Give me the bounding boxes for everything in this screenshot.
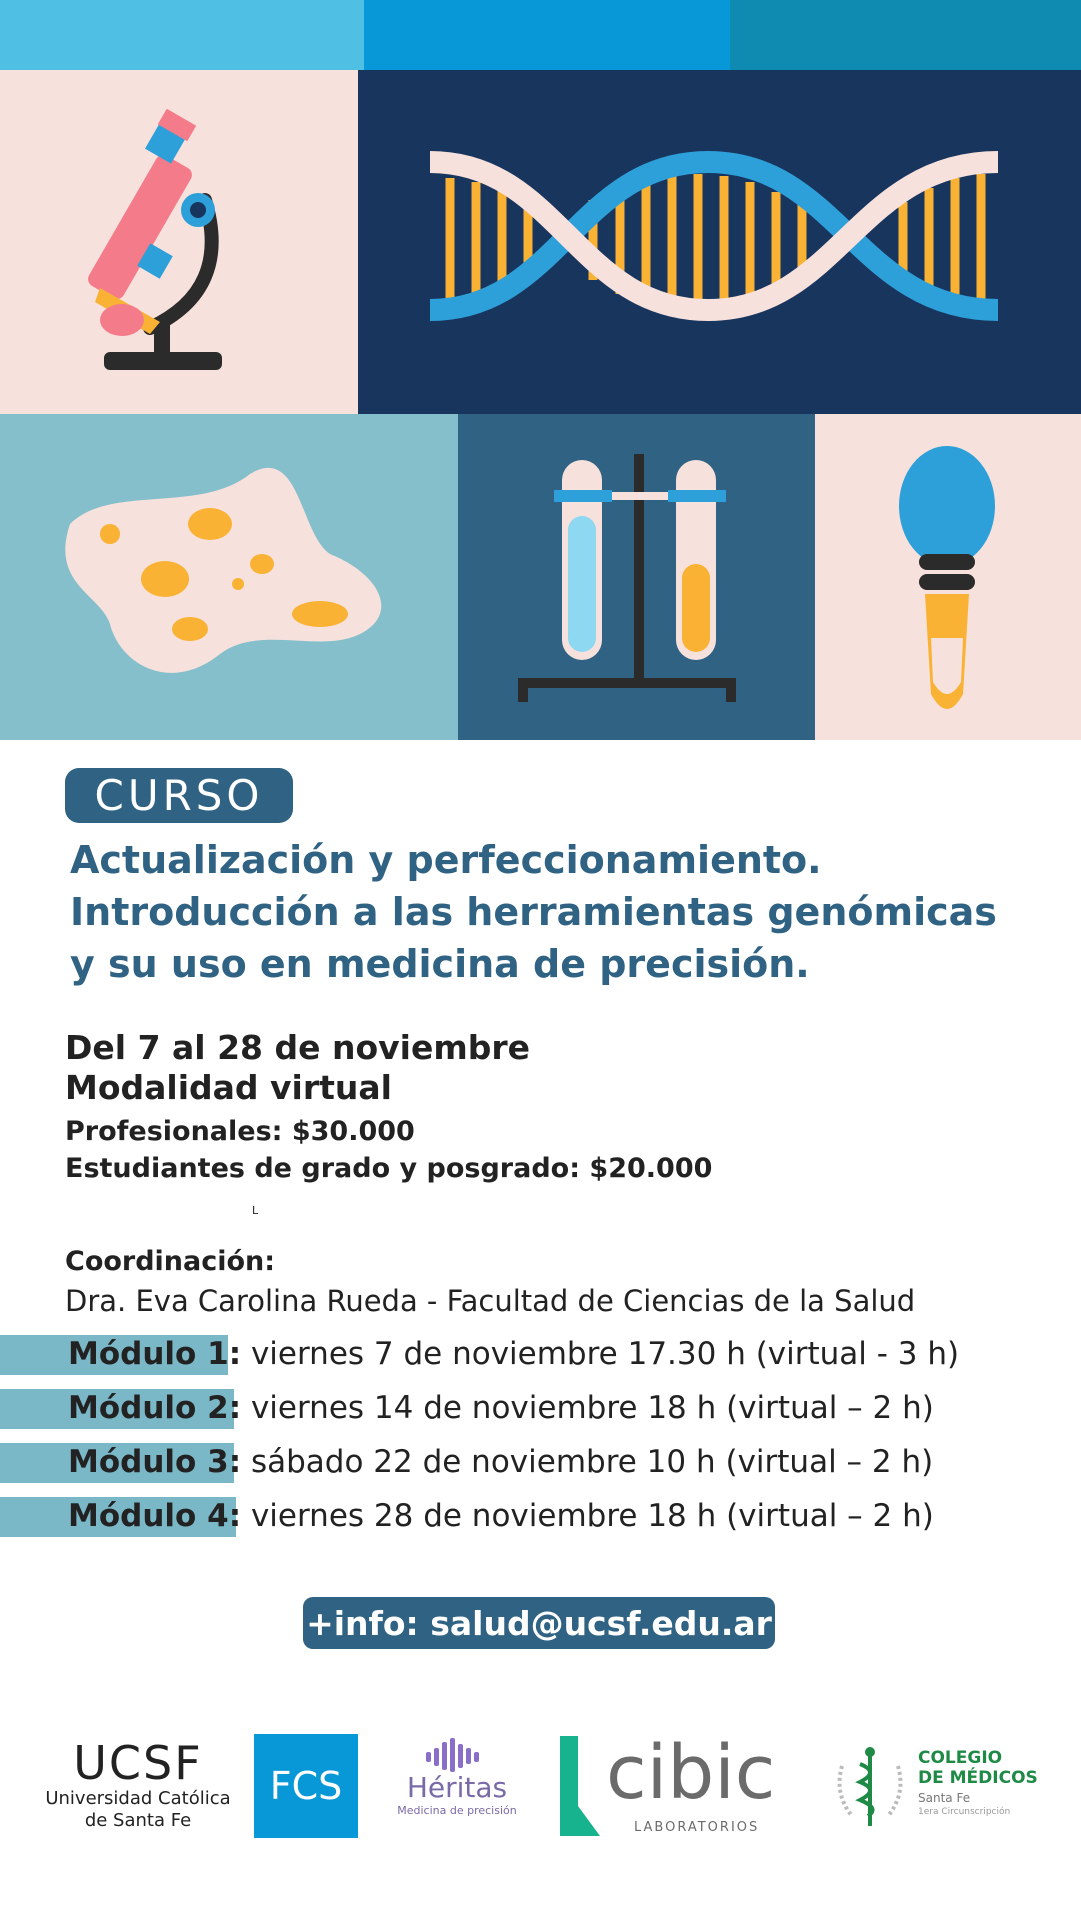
module-1 xyxy=(68,1336,959,1372)
info-contact[interactable]: +info: salud@ucsf.edu.ar xyxy=(303,1597,775,1649)
cibic-leaf-icon xyxy=(556,1736,604,1836)
heritas-logo-name: Héritas xyxy=(406,1771,508,1804)
colegio-logo xyxy=(830,1744,1060,1834)
heritas-wave-icon xyxy=(422,1738,492,1772)
coordination-heading: Coordinación: xyxy=(65,1246,276,1277)
heritas-logo-sub: Medicina de precisión xyxy=(397,1804,517,1817)
stray-mark: L xyxy=(252,1204,259,1217)
cell-icon xyxy=(0,414,458,740)
module-1-text: viernes 7 de noviembre 17.30 h (virtual - 3 h) xyxy=(241,1336,960,1372)
fcs-logo-name: FCS xyxy=(269,1764,343,1808)
test-tubes-icon xyxy=(458,414,815,740)
dna-icon xyxy=(358,70,1081,414)
cibic-logo-name: cibic xyxy=(606,1730,776,1816)
course-badge: CURSO xyxy=(65,768,293,823)
module-1-label: Módulo 1: xyxy=(68,1336,242,1372)
ucsf-logo xyxy=(38,1738,238,1832)
colegio-logo-line3: Santa Fe xyxy=(918,1791,971,1805)
top-bar-segment-2 xyxy=(364,0,730,70)
course-modality: Modalidad virtual xyxy=(65,1068,392,1107)
cell-tile xyxy=(0,414,458,740)
colegio-logo-line2: DE MÉDICOS xyxy=(918,1768,1038,1788)
top-bar-segment-3 xyxy=(730,0,1081,70)
ucsf-logo-sub1: Universidad Católica xyxy=(45,1788,231,1809)
ucsf-logo-sub2: de Santa Fe xyxy=(84,1810,192,1831)
dropper-icon xyxy=(815,414,1081,740)
module-2-text: viernes 14 de noviembre 18 h (virtual – 2 h) xyxy=(241,1390,934,1426)
module-3-label: Módulo 3: xyxy=(68,1444,242,1480)
course-title xyxy=(70,834,1070,990)
ucsf-logo-name: UCSF xyxy=(73,1736,203,1790)
microscope-icon xyxy=(0,70,358,414)
title-line-2: Introducción a las herramientas genómicas xyxy=(70,890,997,934)
module-3 xyxy=(68,1444,933,1480)
module-2-label: Módulo 2: xyxy=(68,1390,242,1426)
module-2 xyxy=(68,1390,934,1426)
coordination-text: Dra. Eva Carolina Rueda - Facultad de Ciencias de la Salud xyxy=(65,1284,916,1318)
heritas-logo xyxy=(392,1738,522,1817)
dropper-tile xyxy=(815,414,1081,740)
price-professionals: Profesionales: $30.000 xyxy=(65,1116,415,1147)
dna-tile xyxy=(358,70,1081,414)
title-line-1: Actualización y perfeccionamiento. xyxy=(70,838,822,882)
colegio-logo-line4: 1era Circunscripción xyxy=(918,1807,1011,1817)
fcs-logo xyxy=(254,1734,358,1838)
module-4 xyxy=(68,1498,934,1534)
cibic-logo-sub: LABORATORIOS xyxy=(634,1820,760,1835)
cibic-logo xyxy=(556,1730,796,1840)
top-bar-segment-1 xyxy=(0,0,364,70)
module-4-label: Módulo 4: xyxy=(68,1498,242,1534)
title-line-3: y su uso en medicina de precisión. xyxy=(70,942,810,986)
caduceus-icon xyxy=(830,1744,910,1830)
module-3-text: sábado 22 de noviembre 10 h (virtual – 2 h) xyxy=(241,1444,934,1480)
module-4-text: viernes 28 de noviembre 18 h (virtual – 2 h) xyxy=(241,1498,934,1534)
microscope-tile xyxy=(0,70,358,414)
test-tubes-tile xyxy=(458,414,815,740)
colegio-logo-line1: COLEGIO xyxy=(918,1748,1003,1768)
course-dates: Del 7 al 28 de noviembre xyxy=(65,1028,531,1067)
price-students: Estudiantes de grado y posgrado: $20.000 xyxy=(65,1153,713,1184)
